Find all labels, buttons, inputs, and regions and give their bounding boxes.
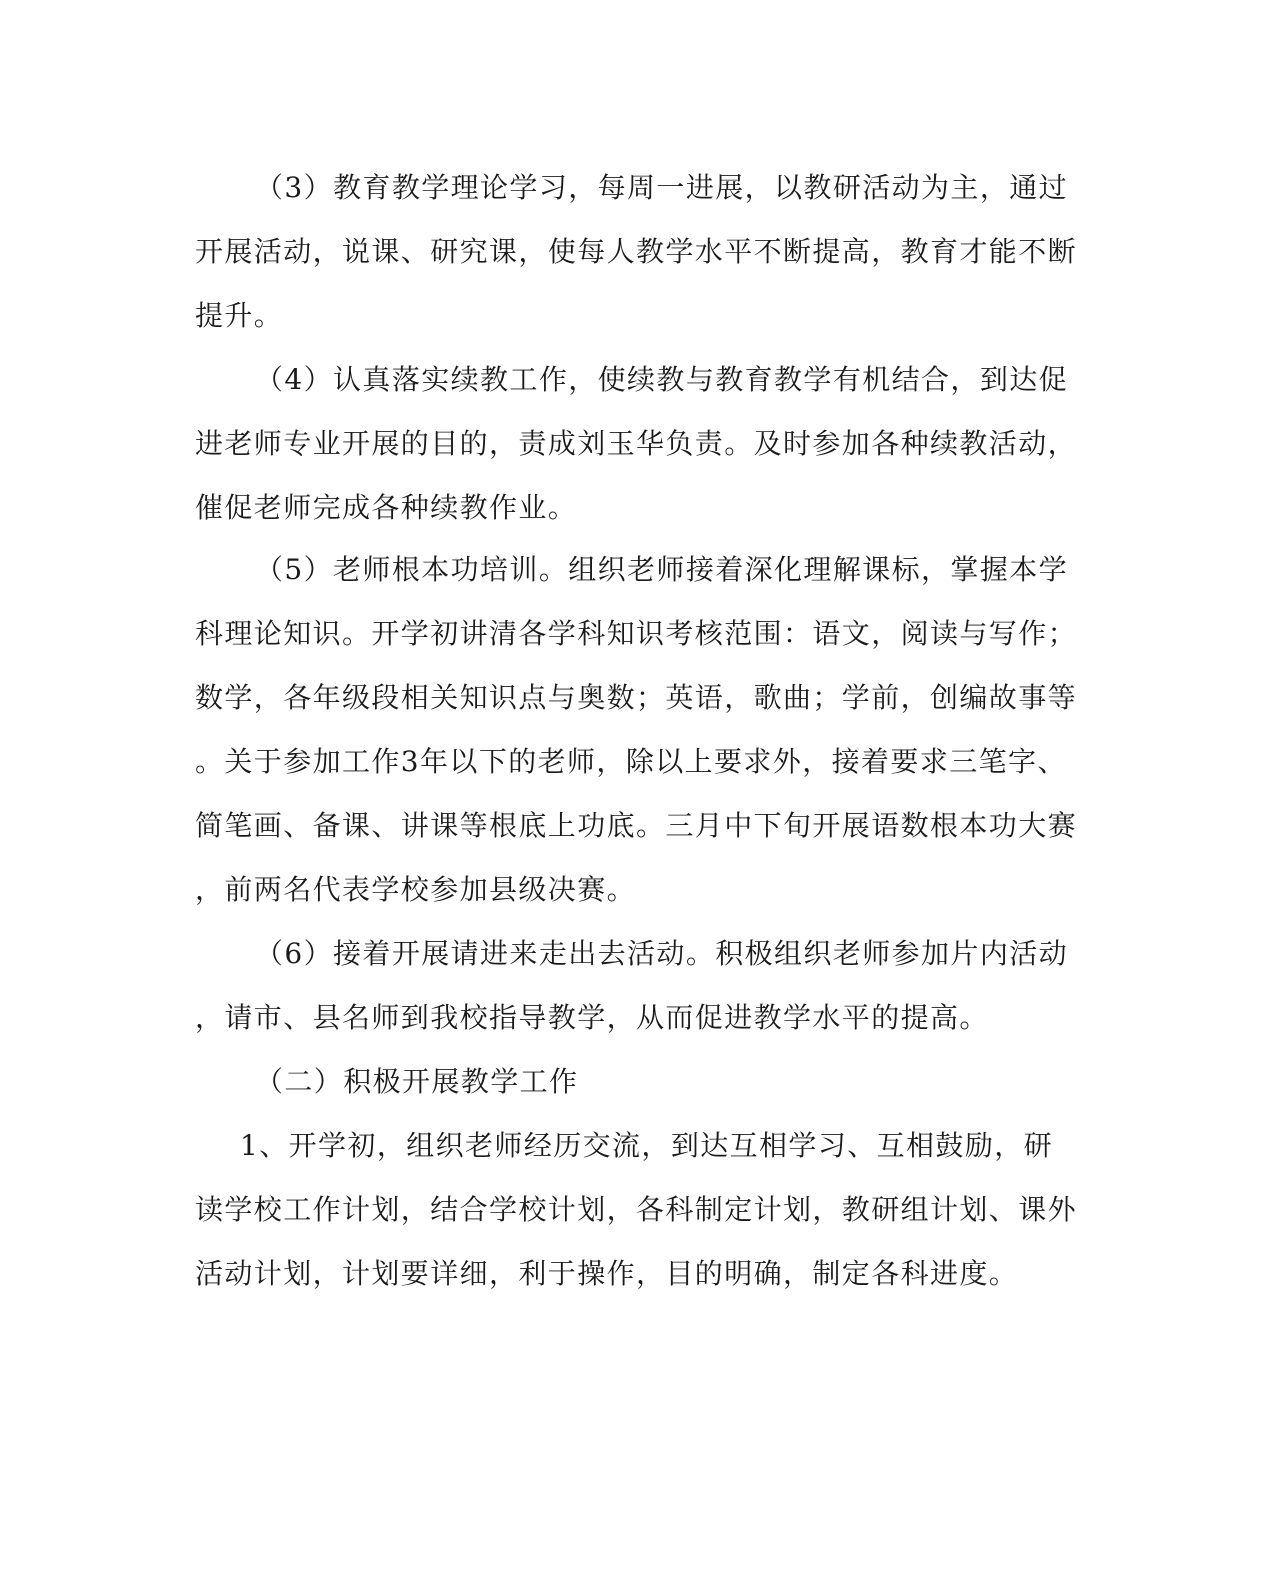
paragraph-5-line-5: 简笔画、备课、讲课等根底上功底。三月中下旬开展语数根本功大赛 bbox=[195, 809, 1078, 842]
section-heading: （二）积极开展教学工作 bbox=[255, 1065, 579, 1098]
paragraph-5-line-1: （5）老师根本功培训。组织老师接着深化理解课标，掌握本学 bbox=[255, 553, 1069, 586]
item-1-line-1: 1、开学初，组织老师经历交流，到达互相学习、互相鼓励，研 bbox=[240, 1129, 1054, 1162]
item-1-line-3: 活动计划，计划要详细，利于操作，目的明确，制定各科进度。 bbox=[195, 1257, 1019, 1290]
paragraph-3-line-3: 提升。 bbox=[195, 299, 284, 332]
paragraph-5-line-6: ，前两名代表学校参加县级决赛。 bbox=[195, 873, 637, 906]
paragraph-3-line-1: （3）教育教学理论学习，每周一进展，以教研活动为主，通过 bbox=[255, 171, 1069, 204]
paragraph-6-line-2: ，请市、县名师到我校指导教学，从而促进教学水平的提高。 bbox=[195, 1001, 989, 1034]
paragraph-5-line-3: 数学，各年级段相关知识点与奥数；英语，歌曲；学前，创编故事等 bbox=[195, 681, 1078, 714]
paragraph-5-line-4: 。关于参加工作3年以下的老师，除以上要求外，接着要求三笔字、 bbox=[195, 745, 1067, 778]
paragraph-3-line-2: 开展活动，说课、研究课，使每人教学水平不断提高，教育才能不断 bbox=[195, 235, 1078, 268]
paragraph-5-line-2: 科理论知识。开学初讲清各学科知识考核范围：语文，阅读与写作； bbox=[195, 617, 1078, 650]
paragraph-4-line-1: （4）认真落实续教工作，使续教与教育教学有机结合，到达促 bbox=[255, 363, 1069, 396]
paragraph-4-line-3: 催促老师完成各种续教作业。 bbox=[195, 491, 578, 524]
item-1-line-2: 读学校工作计划，结合学校计划，各科制定计划，教研组计划、课外 bbox=[195, 1193, 1078, 1226]
paragraph-4-line-2: 进老师专业开展的目的，责成刘玉华负责。及时参加各种续教活动， bbox=[195, 427, 1078, 460]
paragraph-6-line-1: （6）接着开展请进来走出去活动。积极组织老师参加片内活动 bbox=[255, 937, 1069, 970]
